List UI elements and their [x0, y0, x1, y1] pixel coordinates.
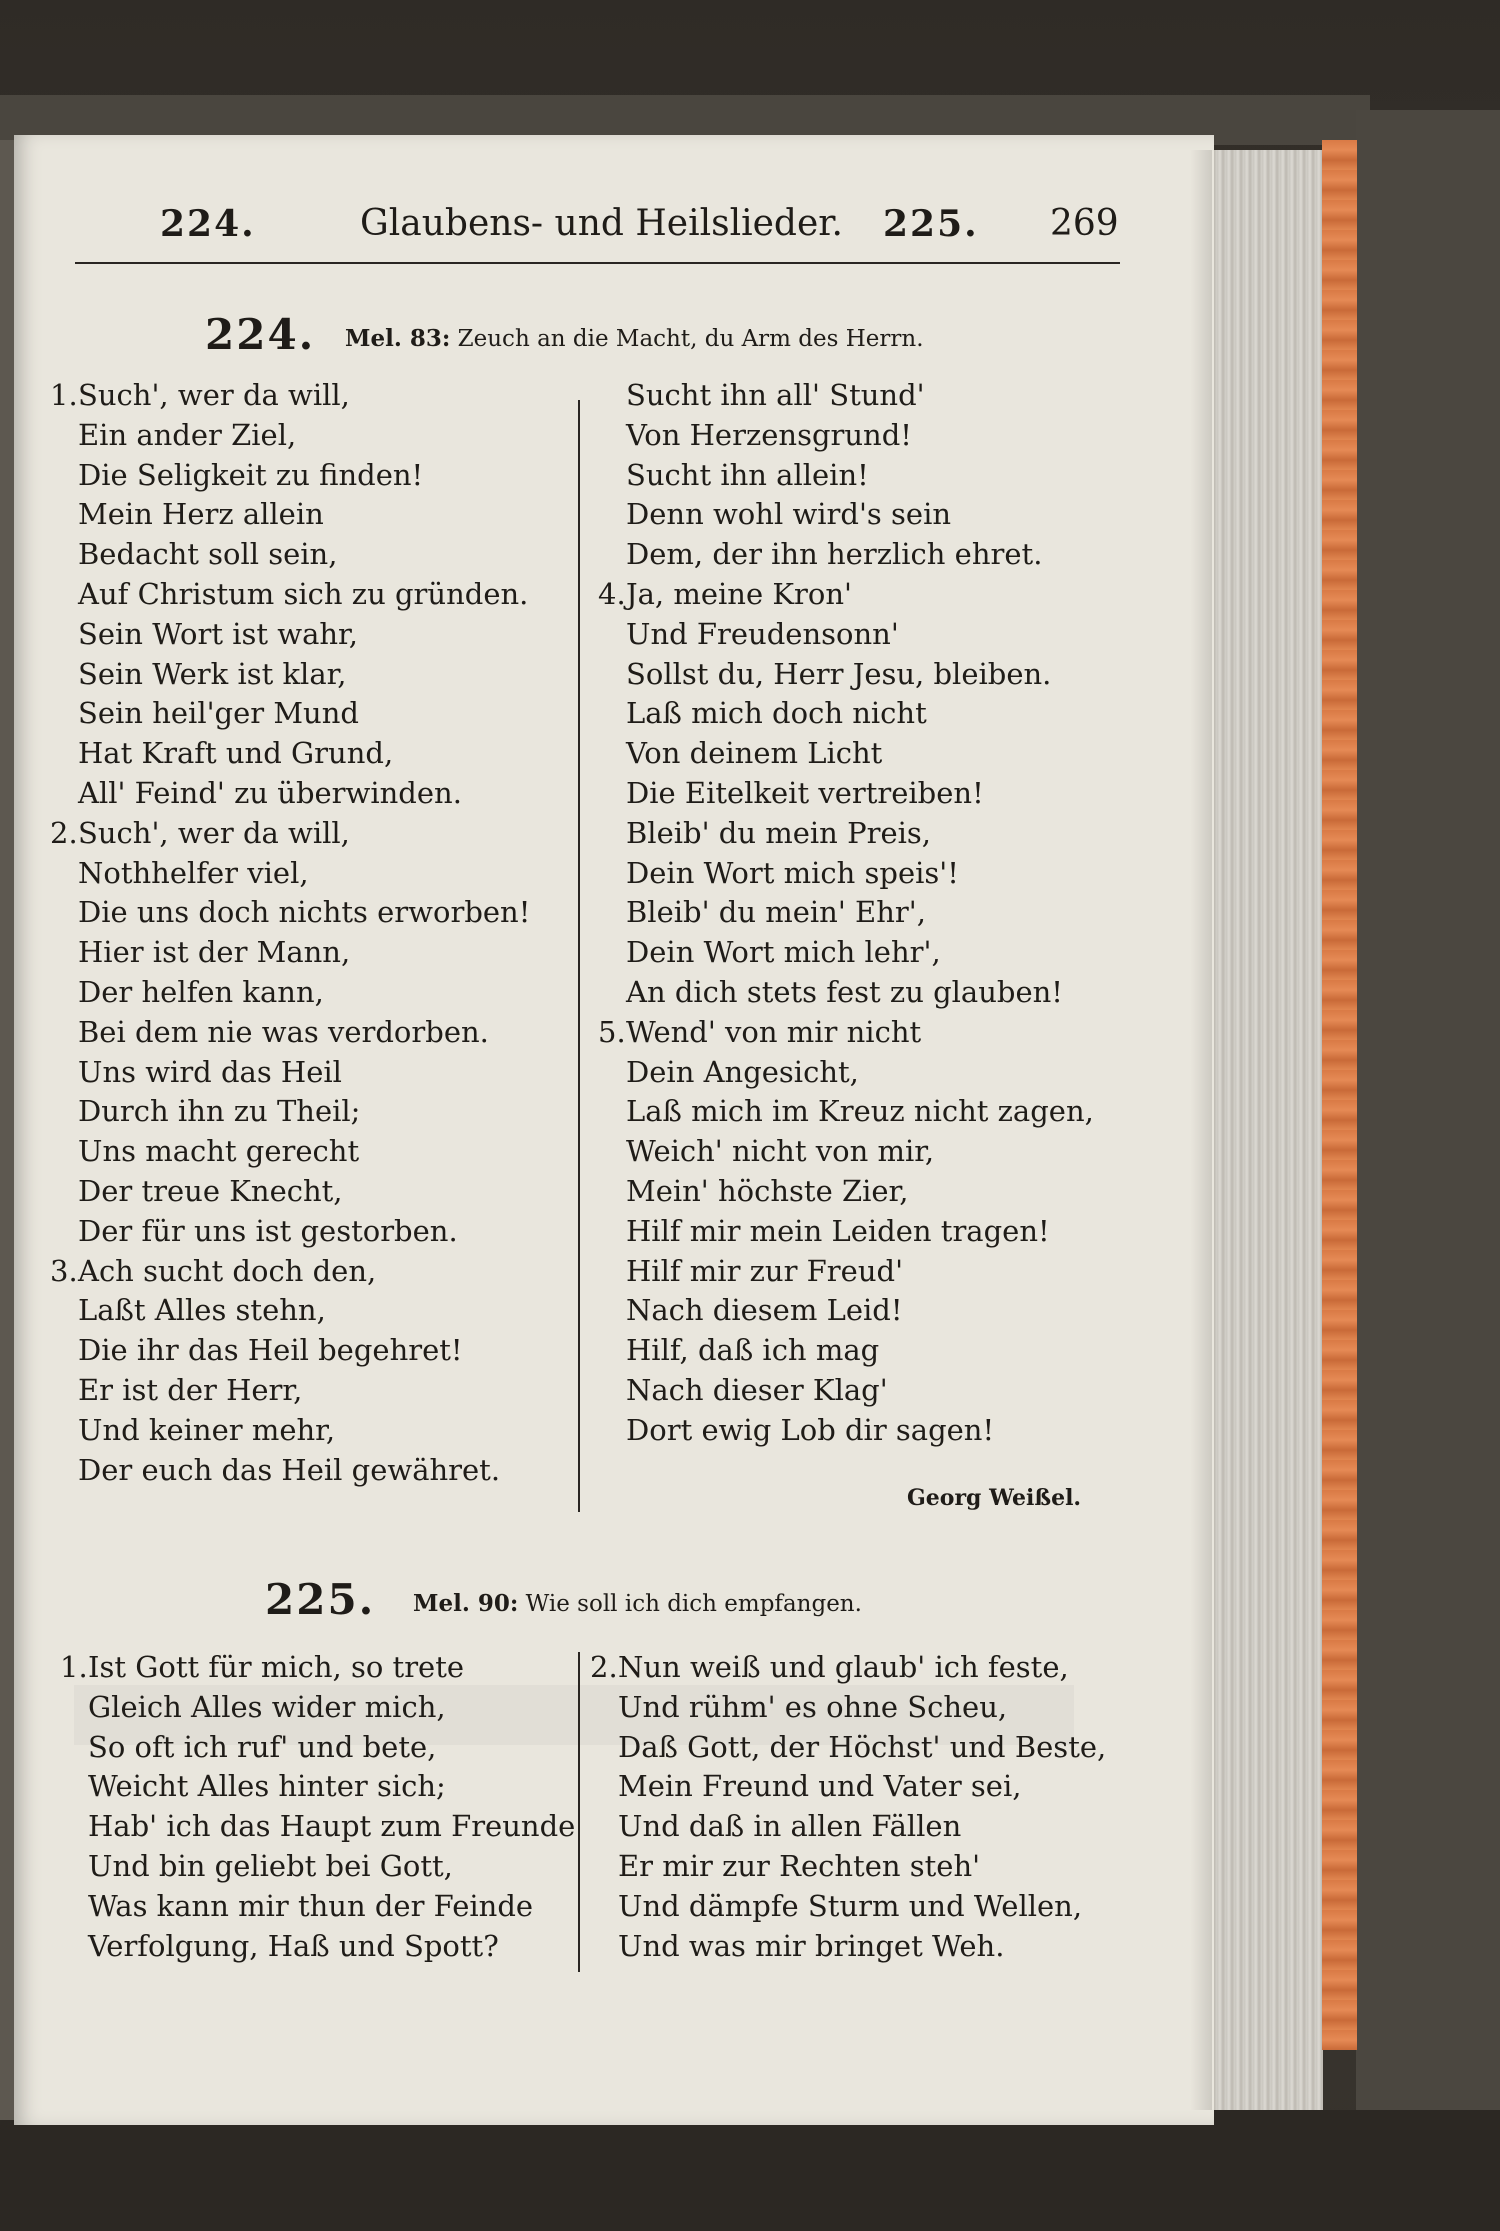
verse-line — [598, 973, 1094, 1013]
verse-text: Wend' von mir nicht — [626, 1014, 922, 1049]
verse-text: Hab' ich das Haupt zum Freunde — [88, 1809, 576, 1844]
verse-line — [598, 456, 1094, 496]
verse-line — [598, 734, 1094, 774]
verse-line — [590, 1927, 1106, 1967]
verse-text: Und keiner mehr, — [78, 1412, 336, 1447]
verse-line — [598, 535, 1094, 575]
header-title: Glaubens- und Heilslieder. — [360, 203, 843, 244]
verse-line — [50, 575, 530, 615]
verse-number: 1. — [60, 1650, 88, 1684]
verse-line — [50, 1291, 530, 1331]
verse-line — [50, 774, 530, 814]
verse-line — [598, 1411, 1094, 1451]
page-edges — [1208, 150, 1323, 2110]
verse-text: Der für uns ist gestorben. — [78, 1213, 458, 1248]
verse-text: Sucht ihn all' Stund' — [626, 378, 925, 412]
verse-text: Bedacht soll sein, — [78, 537, 338, 572]
verse-line — [50, 893, 530, 933]
verse-line — [598, 1132, 1094, 1172]
verse-text: Laß mich im Kreuz nicht zagen, — [626, 1094, 1094, 1129]
verse-line — [50, 933, 530, 973]
verse-line — [598, 1252, 1094, 1292]
verse-text: Uns wird das Heil — [78, 1054, 342, 1089]
verse-text: Die Eitelkeit vertreiben! — [626, 775, 984, 810]
verse-text: Von Herzensgrund! — [626, 417, 912, 452]
verse-text: Sollst du, Herr Jesu, bleiben. — [626, 656, 1052, 691]
verse-text: So oft ich ruf' und bete, — [88, 1729, 437, 1764]
verse-text: Die Seligkeit zu finden! — [78, 457, 424, 492]
verse-text: Hilf mir mein Leiden tragen! — [626, 1213, 1050, 1248]
verse-text: Hilf mir zur Freud' — [626, 1253, 904, 1288]
verse-text: Dem, der ihn herzlich ehret. — [626, 537, 1043, 572]
verse-line — [598, 495, 1094, 535]
verse-text: Dein Wort mich speis'! — [626, 855, 959, 890]
verse-text: Der helfen kann, — [78, 974, 324, 1009]
verse-line — [50, 376, 530, 416]
verse-line — [60, 1927, 575, 1967]
verse-number: 1. — [50, 378, 78, 412]
verse-line — [50, 495, 530, 535]
hymn-225-right-column — [590, 1648, 1106, 1966]
verse-line — [590, 1767, 1106, 1807]
verse-text: Und dämpfe Sturm und Wellen, — [618, 1888, 1083, 1923]
column-divider — [578, 1652, 580, 1972]
verse-line — [50, 615, 530, 655]
verse-line — [60, 1767, 575, 1807]
melody-label: Mel. 90: — [413, 1590, 519, 1617]
verse-text: Hilf, daß ich mag — [626, 1333, 880, 1368]
verse-line — [60, 1807, 575, 1847]
verse-line — [60, 1847, 575, 1887]
verse-number: 4. — [598, 576, 626, 611]
verse-line — [60, 1648, 575, 1688]
hymn-225-number: 225. — [265, 1575, 376, 1624]
verse-text: Uns macht gerecht — [78, 1134, 360, 1169]
verse-text: Und was mir bringet Weh. — [618, 1928, 1005, 1963]
verse-text: Such', wer da will, — [78, 815, 350, 850]
verse-line — [50, 1331, 530, 1371]
hymn-224-melody — [345, 325, 924, 352]
verse-text: Nach diesem Leid! — [626, 1293, 903, 1328]
verse-line — [590, 1887, 1106, 1927]
verse-text: Der treue Knecht, — [78, 1173, 343, 1208]
verse-line — [598, 893, 1094, 933]
hymn-225-left-column — [60, 1648, 575, 1966]
verse-line — [50, 416, 530, 456]
verse-text: Sein Werk ist klar, — [78, 656, 347, 691]
verse-text: Ja, meine Kron' — [626, 576, 852, 611]
verse-text: Er mir zur Rechten steh' — [618, 1848, 981, 1883]
verse-text: Und rühm' es ohne Scheu, — [618, 1689, 1008, 1724]
verse-text: Denn wohl wird's sein — [626, 497, 952, 532]
verse-line — [590, 1648, 1106, 1688]
verse-text: Die uns doch nichts erworben! — [78, 895, 531, 930]
verse-text: Bei dem nie was verdorben. — [78, 1014, 489, 1049]
melody-label: Mel. 83: — [345, 325, 451, 352]
verse-number: 2. — [50, 815, 78, 850]
verse-text: Durch ihn zu Theil; — [78, 1094, 361, 1129]
melody-text: Wie soll ich dich empfangen. — [525, 1591, 862, 1617]
verse-line — [598, 376, 1094, 416]
book-cover-bottom — [0, 2110, 1500, 2231]
verse-line — [590, 1847, 1106, 1887]
verse-text: Dort ewig Lob dir sagen! — [626, 1412, 995, 1447]
verse-line — [50, 973, 530, 1013]
verse-text: Die ihr das Heil begehret! — [78, 1333, 463, 1368]
verse-text: Er ist der Herr, — [78, 1372, 303, 1407]
verse-number: 3. — [50, 1253, 78, 1288]
verse-text: Und bin geliebt bei Gott, — [88, 1848, 453, 1883]
column-divider — [578, 400, 580, 1512]
verse-line — [60, 1728, 575, 1768]
colored-page-edge — [1322, 140, 1357, 2050]
verse-text: Ach sucht doch den, — [78, 1253, 377, 1288]
verse-line — [50, 1172, 530, 1212]
melody-text: Zeuch an die Macht, du Arm des Herrn. — [457, 326, 924, 352]
verse-line — [598, 814, 1094, 854]
verse-line — [598, 655, 1094, 695]
verse-line — [598, 774, 1094, 814]
verse-text: Und Freudensonn' — [626, 616, 899, 651]
hymn-224-right-column — [598, 376, 1094, 1451]
verse-line — [598, 615, 1094, 655]
verse-line — [60, 1688, 575, 1728]
verse-number: 2. — [590, 1650, 618, 1684]
verse-line — [50, 694, 530, 734]
verse-text: Der euch das Heil gewähret. — [78, 1452, 501, 1487]
verse-line — [590, 1728, 1106, 1768]
hymn-224-author: Georg Weißel. — [907, 1485, 1082, 1511]
verse-line — [598, 1172, 1094, 1212]
verse-text: Hat Kraft und Grund, — [78, 736, 394, 771]
verse-text: Und daß in allen Fällen — [618, 1809, 962, 1844]
verse-text: Verfolgung, Haß und Spott? — [88, 1928, 499, 1963]
verse-line — [50, 1252, 530, 1292]
verse-text: Laßt Alles stehn, — [78, 1293, 326, 1328]
verse-text: All' Feind' zu überwinden. — [78, 775, 462, 810]
verse-text: Gleich Alles wider mich, — [88, 1689, 446, 1724]
verse-line — [590, 1807, 1106, 1847]
verse-line — [598, 694, 1094, 734]
verse-text: Dein Angesicht, — [626, 1054, 859, 1089]
hymn-224-left-column — [50, 376, 530, 1490]
verse-text: Sein Wort ist wahr, — [78, 616, 358, 651]
verse-text: Laß mich doch nicht — [626, 696, 927, 731]
verse-text: Such', wer da will, — [78, 378, 350, 412]
page-gutter-shadow — [1190, 150, 1212, 2110]
verse-line — [50, 854, 530, 894]
verse-text: Von deinem Licht — [626, 736, 883, 771]
verse-line — [50, 655, 530, 695]
verse-text: Ist Gott für mich, so trete — [88, 1650, 465, 1684]
verse-line — [598, 1212, 1094, 1252]
verse-line — [598, 1291, 1094, 1331]
verse-line — [598, 416, 1094, 456]
verse-line — [50, 814, 530, 854]
verse-line — [50, 1451, 530, 1491]
verse-text: Sein heil'ger Mund — [78, 696, 359, 731]
verse-text: Nach dieser Klag' — [626, 1372, 888, 1407]
hymn-225-melody — [413, 1590, 862, 1617]
verse-line — [598, 1013, 1094, 1053]
verse-line — [50, 535, 530, 575]
verse-line — [598, 1053, 1094, 1093]
verse-line — [50, 1411, 530, 1451]
verse-line — [598, 1331, 1094, 1371]
verse-text: Mein Freund und Vater sei, — [618, 1769, 1022, 1804]
verse-line — [590, 1688, 1106, 1728]
verse-number: 5. — [598, 1014, 626, 1049]
verse-text: Hier ist der Mann, — [78, 935, 351, 970]
verse-text: Nun weiß und glaub' ich feste, — [618, 1650, 1069, 1684]
verse-text: Bleib' du mein' Ehr', — [626, 895, 926, 930]
book-cover-right — [1356, 110, 1500, 2130]
verse-text: Was kann mir thun der Feinde — [88, 1888, 534, 1923]
verse-text: Weicht Alles hinter sich; — [88, 1769, 446, 1804]
verse-text: Bleib' du mein Preis, — [626, 815, 931, 850]
verse-text: Weich' nicht von mir, — [626, 1134, 935, 1169]
verse-text: Mein Herz allein — [78, 497, 324, 532]
verse-line — [598, 575, 1094, 615]
verse-text: Daß Gott, der Höchst' und Beste, — [618, 1729, 1107, 1764]
verse-line — [50, 1092, 530, 1132]
verse-text: Dein Wort mich lehr', — [626, 935, 941, 970]
verse-line — [50, 456, 530, 496]
verse-text: Mein' höchste Zier, — [626, 1173, 909, 1208]
hymn-224-number: 224. — [205, 310, 316, 359]
verse-line — [50, 734, 530, 774]
verse-line — [598, 933, 1094, 973]
page-number: 269 — [1050, 203, 1119, 244]
verse-line — [598, 1092, 1094, 1132]
verse-line — [598, 1371, 1094, 1411]
verse-line — [60, 1887, 575, 1927]
header-rule — [75, 262, 1120, 264]
verse-text: Sucht ihn allein! — [626, 457, 869, 492]
header-right-number: 225. — [883, 203, 979, 245]
verse-line — [50, 1053, 530, 1093]
verse-line — [50, 1013, 530, 1053]
verse-line — [50, 1132, 530, 1172]
verse-text: Nothhelfer viel, — [78, 855, 309, 890]
verse-text: An dich stets fest zu glauben! — [626, 974, 1063, 1009]
header-left-number: 224. — [160, 203, 256, 245]
verse-text: Ein ander Ziel, — [78, 417, 297, 452]
verse-line — [598, 854, 1094, 894]
verse-line — [50, 1212, 530, 1252]
verse-text: Auf Christum sich zu gründen. — [78, 576, 529, 611]
verse-line — [50, 1371, 530, 1411]
